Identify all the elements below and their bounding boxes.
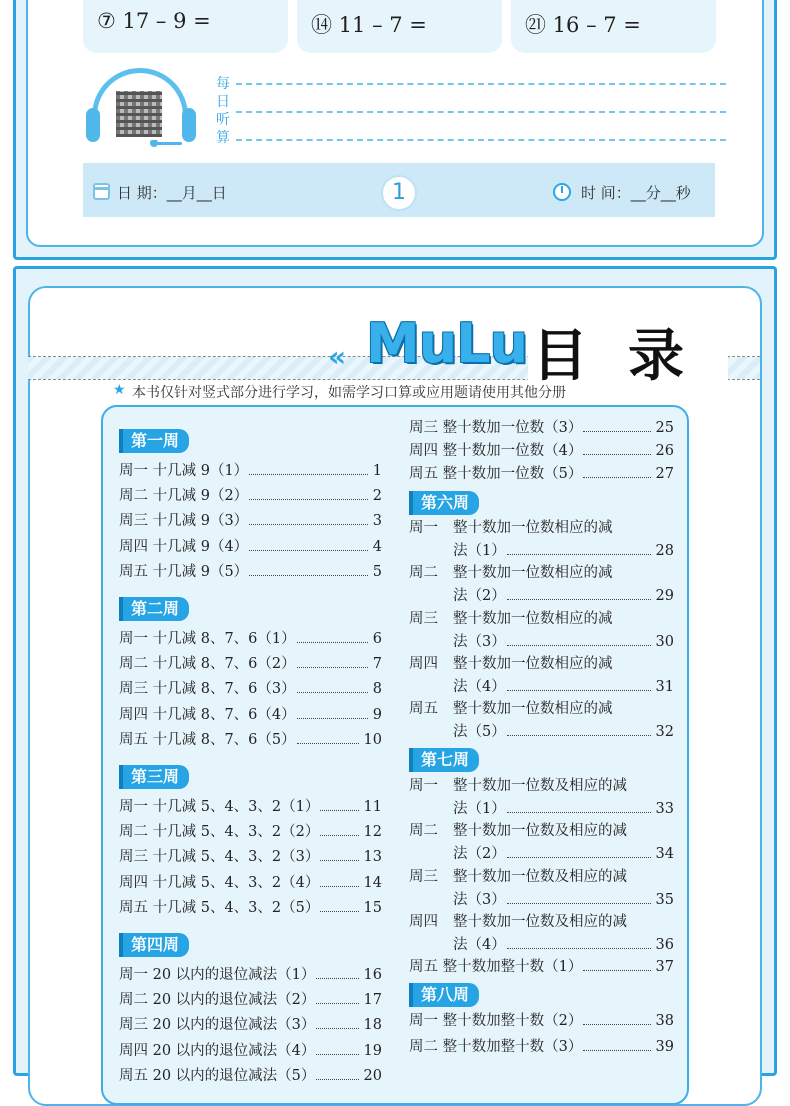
toc-page-number: 31 — [655, 678, 674, 695]
week-heading[interactable]: 第六周 — [409, 491, 479, 515]
leader-dots — [583, 443, 651, 455]
calendar-icon — [93, 183, 110, 200]
toc-entry-label: 周一 十几减 5、4、3、2（1） — [119, 799, 320, 815]
worksheet-inner — [26, 0, 764, 247]
answer-line[interactable] — [236, 83, 726, 85]
week-heading[interactable]: 第七周 — [409, 748, 479, 772]
toc-entry[interactable] — [409, 957, 674, 977]
toc-page-number: 14 — [363, 874, 382, 891]
leader-dots — [316, 1043, 359, 1055]
toc-entry-label: 周一 20 以内的退位减法（1） — [119, 967, 316, 983]
toc-entry-label: 周二 十几减 5、4、3、2（2） — [119, 824, 320, 841]
toc-entry-day: 周三 — [409, 868, 438, 885]
toc-entry[interactable] — [409, 1037, 674, 1057]
toc-entry-label: 法（2） — [453, 846, 506, 863]
toc-page-number: 11 — [363, 799, 382, 815]
toc-entry[interactable] — [119, 537, 382, 557]
toc-entry[interactable] — [119, 511, 382, 531]
toc-entry-label: 周三 十几减 5、4、3、2（3） — [119, 849, 320, 866]
toc-entry[interactable] — [119, 654, 382, 674]
toc-entry-label: 法（4） — [453, 936, 506, 953]
leader-dots — [249, 539, 368, 551]
toc-entry-label: 周三 20 以内的退位减法（3） — [119, 1017, 316, 1034]
listen-char: 每 — [216, 76, 230, 92]
toc-entry-label: 周二 十几减 8、7、6（2） — [119, 656, 296, 673]
toc-page-number: 29 — [655, 588, 674, 605]
toc-page-number: 19 — [363, 1042, 382, 1059]
toc-entry-label: 周四 十几减 8、7、6（4） — [119, 706, 296, 723]
toc-page-number: 32 — [655, 724, 674, 741]
problem-column-1 — [83, 0, 288, 53]
toc-entry-day: 周二 — [409, 823, 438, 840]
leader-dots — [316, 1017, 359, 1029]
leader-dots — [507, 634, 651, 646]
toc-entry-label: 周四 十几减 9（4） — [119, 538, 249, 555]
answer-line[interactable] — [236, 139, 726, 141]
toc-entry-label: 法（1） — [453, 801, 506, 817]
toc-entry[interactable] — [119, 629, 382, 649]
toc-entry-label: 周五 20 以内的退位减法（5） — [119, 1067, 316, 1084]
toc-page-number: 30 — [655, 633, 674, 650]
listen-char: 听 — [216, 112, 230, 128]
toc-entry[interactable] — [409, 1011, 674, 1031]
leader-dots — [297, 681, 368, 693]
listen-char: 算 — [216, 130, 230, 146]
time-field[interactable]: 时 间：__分__秒 — [581, 184, 691, 202]
toc-entry[interactable] — [119, 730, 382, 750]
page-title: 目录 — [528, 312, 728, 392]
toc-page-number: 2 — [372, 488, 382, 505]
toc-entry-label: 周三 十几减 9（3） — [119, 513, 249, 530]
toc-entry-label: 法（5） — [453, 724, 506, 741]
toc-page-number: 10 — [363, 731, 382, 748]
toc-entry-label: 周五 十几减 5、4、3、2（5） — [119, 899, 320, 916]
toc-entry[interactable] — [409, 441, 674, 461]
toc-entry-label: 法（2） — [453, 588, 506, 605]
week-heading[interactable]: 第二周 — [119, 597, 189, 621]
toc-page-number: 8 — [372, 681, 382, 698]
qr-code[interactable] — [113, 88, 165, 140]
toc-page-number: 7 — [372, 656, 382, 673]
leader-dots — [316, 967, 359, 979]
problem-column-3 — [511, 0, 716, 53]
leader-dots — [507, 846, 651, 858]
toc-entry[interactable] — [119, 562, 382, 582]
problem — [525, 0, 641, 2]
toc-entry[interactable] — [119, 1015, 382, 1035]
leader-dots — [320, 900, 359, 912]
toc-entry[interactable] — [119, 705, 382, 725]
toc-page-number: 25 — [655, 420, 674, 436]
toc-entry-label: 周三 十几减 8、7、6（3） — [119, 681, 296, 698]
toc-entry-label: 周四 整十数加一位数（4） — [409, 443, 583, 459]
leader-dots — [507, 724, 651, 736]
toc-page-number: 13 — [363, 849, 382, 866]
toc-entry-label: 周五 十几减 8、7、6（5） — [119, 731, 296, 748]
leader-dots — [583, 959, 651, 971]
toc-entry-day: 周一 — [409, 778, 438, 794]
toc-entry[interactable] — [119, 679, 382, 699]
mic-icon — [156, 142, 182, 145]
leader-dots — [249, 463, 368, 475]
toc-entry-day: 周三 — [409, 610, 438, 627]
listen-char: 日 — [216, 94, 230, 110]
toc-page-number: 34 — [655, 846, 674, 863]
toc-entry[interactable] — [119, 965, 382, 985]
toc-page-number: 12 — [363, 824, 382, 841]
toc-entry[interactable] — [453, 844, 674, 864]
toc-entry-day: 周四 — [409, 655, 438, 672]
toc-page-number: 38 — [655, 1013, 674, 1029]
headphones-qr[interactable] — [86, 66, 196, 154]
leader-dots — [249, 488, 368, 500]
worksheet-footer — [83, 163, 715, 217]
toc-page-number: 6 — [372, 631, 382, 647]
leader-dots — [507, 679, 651, 691]
problem: ㉑ 16 – 7 = — [525, 13, 641, 37]
earcup-left-icon — [86, 108, 100, 142]
week-heading[interactable]: 第八周 — [409, 983, 479, 1007]
toc-entry[interactable] — [409, 418, 674, 438]
leader-dots — [583, 466, 651, 478]
toc-entry-label: 整十数加一位数及相应的减 — [453, 868, 627, 885]
toc-entry-label: 整十数加一位数相应的减 — [453, 701, 613, 718]
leader-dots — [320, 849, 359, 861]
week-heading[interactable]: 第四周 — [119, 933, 189, 957]
toc-entry[interactable] — [453, 935, 674, 955]
leader-dots — [320, 824, 359, 836]
toc-entry[interactable] — [409, 464, 674, 484]
toc-entry[interactable] — [453, 799, 674, 819]
toc-entry[interactable] — [119, 461, 382, 481]
leader-dots — [320, 875, 359, 887]
stopwatch-icon — [553, 183, 571, 201]
toc-entry-label: 周五 十几减 9（5） — [119, 563, 249, 580]
toc-page-number: 36 — [655, 936, 674, 953]
toc-entry[interactable] — [119, 990, 382, 1010]
leader-dots — [507, 543, 651, 555]
toc-page-number: 28 — [655, 543, 674, 559]
toc-entry-label: 周五 整十数加整十数（1） — [409, 959, 583, 975]
chevrons-icon: « — [328, 340, 347, 373]
toc-entry-label: 周二 20 以内的退位减法（2） — [119, 992, 316, 1009]
problem: ⑭ 11 – 7 = — [311, 13, 427, 37]
star-icon: ★ — [113, 382, 126, 398]
toc-entry-label: 整十数加一位数相应的减 — [453, 520, 613, 536]
toc-entry[interactable] — [119, 797, 382, 817]
toc-entry-label: 法（4） — [453, 678, 506, 695]
toc-entry[interactable] — [453, 586, 674, 606]
problem: ⑦ 17 – 9 = — [97, 9, 211, 33]
toc-entry-label: 周四 20 以内的退位减法（4） — [119, 1042, 316, 1059]
toc-page-number: 37 — [655, 959, 674, 975]
toc-entry-day: 周五 — [409, 701, 438, 718]
toc-entry-label: 法（3） — [453, 891, 506, 908]
leader-dots — [507, 892, 651, 904]
toc-page-number: 17 — [363, 992, 382, 1009]
toc-entry-label: 周一 整十数加整十数（2） — [409, 1013, 583, 1029]
toc-entry-label: 周三 整十数加一位数（3） — [409, 420, 583, 436]
leader-dots — [507, 937, 651, 949]
leader-dots — [316, 1068, 359, 1080]
toc-entry-label: 法（1） — [453, 543, 506, 559]
toc-entry-label: 周一 十几减 9（1） — [119, 463, 249, 479]
leader-dots — [297, 732, 359, 744]
toc-entry-label: 周一 十几减 8、7、6（1） — [119, 631, 296, 647]
toc-entry[interactable] — [453, 677, 674, 697]
toc-entry[interactable] — [453, 722, 674, 742]
toc-page-number: 26 — [655, 443, 674, 459]
toc-page-number: 9 — [372, 706, 382, 723]
leader-dots — [316, 992, 359, 1004]
toc-entry[interactable] — [119, 1066, 382, 1086]
toc-entry-label: 周五 整十数加一位数（5） — [409, 466, 583, 482]
toc-entry-label: 周四 十几减 5、4、3、2（4） — [119, 874, 320, 891]
problem-column-2 — [297, 0, 502, 53]
toc-entry[interactable] — [453, 541, 674, 561]
toc-page-number: 39 — [655, 1039, 674, 1055]
page-number: 1 — [381, 175, 417, 211]
week-heading[interactable]: 第一周 — [119, 429, 189, 453]
toc-entry-label: 整十数加一位数及相应的减 — [453, 778, 627, 794]
week-heading[interactable]: 第三周 — [119, 765, 189, 789]
date-field[interactable]: 日 期：__月__日 — [117, 184, 227, 202]
leader-dots — [507, 588, 651, 600]
answer-line[interactable] — [236, 111, 726, 113]
toc-entry[interactable] — [119, 847, 382, 867]
toc-page-number: 1 — [372, 463, 382, 479]
mulu-logo: MuLu — [366, 312, 528, 375]
problem — [311, 0, 427, 2]
toc-page-number: 16 — [363, 967, 382, 983]
mic-tip-icon — [150, 139, 158, 147]
toc-page-number: 15 — [363, 899, 382, 916]
earcup-right-icon — [182, 108, 196, 142]
leader-dots — [297, 631, 368, 643]
toc-page-number: 18 — [363, 1017, 382, 1034]
leader-dots — [297, 707, 368, 719]
toc-page-number: 33 — [655, 801, 674, 817]
toc-entry-label: 整十数加一位数相应的减 — [453, 565, 613, 582]
toc-entry-day: 周四 — [409, 913, 438, 930]
toc-entry-label: 整十数加一位数及相应的减 — [453, 913, 627, 930]
toc-entry-label: 法（3） — [453, 633, 506, 650]
leader-dots — [507, 801, 651, 813]
leader-dots — [297, 656, 368, 668]
toc-entry-label: 周二 十几减 9（2） — [119, 488, 249, 505]
leader-dots — [249, 564, 368, 576]
toc-entry-label: 整十数加一位数及相应的减 — [453, 823, 627, 840]
leader-dots — [249, 513, 368, 525]
toc-entry-day: 周二 — [409, 565, 438, 582]
toc-entry[interactable] — [453, 890, 674, 910]
toc-entry-label: 整十数加一位数相应的减 — [453, 610, 613, 627]
toc-entry-label: 周二 整十数加整十数（3） — [409, 1039, 583, 1055]
leader-dots — [583, 420, 651, 432]
leader-dots — [320, 799, 359, 811]
toc-entry[interactable] — [119, 898, 382, 918]
toc-page-number: 5 — [372, 563, 382, 580]
toc-entry[interactable] — [453, 632, 674, 652]
toc-entry[interactable] — [119, 822, 382, 842]
toc-page-number: 4 — [372, 538, 382, 555]
daily-listening-label — [216, 75, 232, 147]
toc-entry[interactable] — [119, 1041, 382, 1061]
worksheet-page — [13, 0, 777, 260]
contents-note: 本书仅针对竖式部分进行学习，如需学习口算或应用题请使用其他分册 — [132, 385, 566, 401]
toc-entry[interactable] — [119, 486, 382, 506]
toc-page-number: 20 — [363, 1067, 382, 1084]
leader-dots — [583, 1039, 651, 1051]
toc-entry-label: 整十数加一位数相应的减 — [453, 655, 613, 672]
leader-dots — [583, 1013, 651, 1025]
toc-entry[interactable] — [119, 873, 382, 893]
toc-page-number: 3 — [372, 513, 382, 530]
toc-page-number: 27 — [655, 466, 674, 482]
toc-entry-day: 周一 — [409, 520, 438, 536]
toc-page-number: 35 — [655, 891, 674, 908]
